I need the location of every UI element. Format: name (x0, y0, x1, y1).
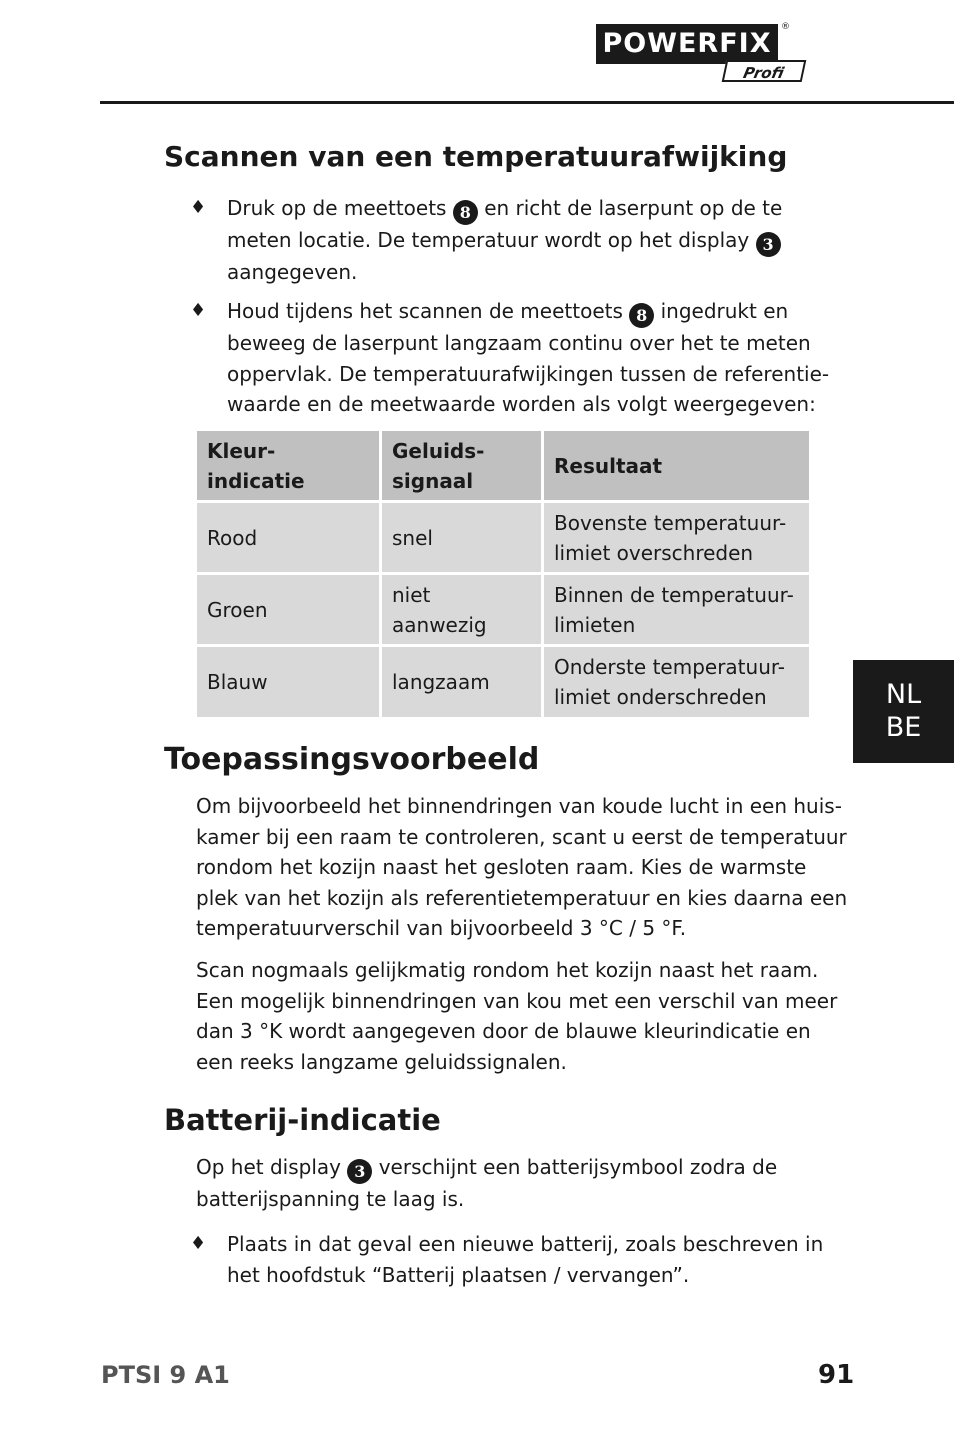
text: en richt de laserpunt op de te (484, 196, 783, 220)
result-line: Bovenste temperatuur- (554, 510, 787, 535)
result-table (197, 431, 809, 717)
ref-badge-8: 8 (453, 200, 478, 225)
scan-bullet-1 (227, 193, 782, 288)
ref-badge-8: 8 (629, 303, 654, 328)
brand-logo (596, 24, 810, 86)
cell-color: Blauw (197, 647, 382, 717)
cell-color: Groen (197, 575, 382, 647)
example-paragraph-1 (196, 791, 847, 944)
page-number: 91 (818, 1360, 855, 1390)
result-line: Onderste temperatuur- (554, 655, 786, 679)
cell-signal: snel (382, 503, 544, 575)
ref-badge-3: 3 (347, 1159, 372, 1184)
battery-bullet (227, 1229, 823, 1290)
table-header-row (197, 431, 809, 503)
text: rondom het kozijn naast het gesloten raam. Kies de warmste (196, 855, 807, 879)
table-row (197, 647, 809, 717)
header-rule (100, 101, 954, 104)
language-code: NL (885, 679, 922, 710)
result-line: limiet overschreden (554, 540, 754, 565)
text: verschijnt een batterijsymbool zodra de (378, 1155, 778, 1179)
table-row (197, 575, 809, 647)
cell-result (544, 575, 809, 647)
cell-result (544, 503, 809, 575)
result-line: limieten (554, 612, 636, 637)
header-line: signaal (392, 468, 474, 493)
text: kamer bij een raam te controleren, scant u eerst de temperatuur (196, 824, 847, 849)
language-tab (853, 660, 954, 763)
section-title-example: Toepassingsvoorbeeld (164, 742, 540, 777)
text: dan 3 °K wordt aangegeven door de blauwe kleurindicatie en (196, 1019, 811, 1043)
cell-signal: niet aanwezig (382, 575, 544, 647)
footer-model: PTSI 9 A1 (101, 1361, 230, 1389)
country-code: BE (885, 712, 922, 743)
text: Op het display (196, 1155, 341, 1179)
brand-name: POWERFIX (596, 24, 778, 64)
text: beweeg de laserpunt langzaam continu over het te meten (227, 331, 811, 355)
cell-result (544, 647, 809, 717)
text: Druk op de meettoets (227, 196, 447, 220)
text: meten locatie. De temperatuur wordt op het display (227, 228, 750, 252)
text: batterijspanning te laag is. (196, 1187, 465, 1211)
header-line: Kleur- (207, 438, 276, 463)
result-line: limiet onderschreden (554, 685, 767, 709)
text: aangegeven. (227, 260, 358, 284)
header-line: indicatie (207, 468, 305, 493)
header-color (197, 431, 382, 503)
text: een reeks langzame geluidssignalen. (196, 1049, 567, 1074)
header-signal (382, 431, 544, 503)
text: Houd tijdens het scannen de meettoets (227, 299, 623, 323)
brand-sub: Profi (722, 60, 807, 82)
example-paragraph-2 (196, 955, 837, 1077)
text: Scan nogmaals gelijkmatig rondom het kozijn naast het raam. (196, 958, 819, 982)
text: waarde en de meetwaarde worden als volgt weergegeven: (227, 392, 816, 416)
cell-color: Rood (197, 503, 382, 575)
text: Plaats in dat geval een nieuwe batterij, zoals beschreven in (227, 1232, 824, 1256)
bullet-icon: ♦ (190, 1233, 207, 1254)
table-row (197, 503, 809, 575)
bullet-icon: ♦ (190, 300, 207, 321)
section-title-battery: Batterij-indicatie (164, 1103, 441, 1137)
header-result: Resultaat (544, 431, 809, 503)
scan-bullet-2 (227, 296, 829, 420)
text: oppervlak. De temperatuurafwijkingen tussen de referentie- (227, 361, 830, 386)
battery-paragraph (196, 1152, 777, 1215)
text: Om bijvoorbeeld het binnendringen van koude lucht in een huis- (196, 794, 842, 818)
cell-signal: langzaam (382, 647, 544, 717)
registered-mark: ® (781, 22, 790, 32)
text: Een mogelijk binnendringen van kou met een verschil van meer (196, 988, 838, 1013)
section-title-scan: Scannen van een temperatuurafwijking (164, 140, 788, 173)
result-line: Binnen de temperatuur- (554, 582, 794, 607)
text: temperatuurverschil van bijvoorbeeld 3 °C / 5 °F. (196, 916, 687, 940)
header-line: Geluids- (392, 438, 485, 463)
text: plek van het kozijn als referentietemperatuur en kies daarna een (196, 885, 848, 910)
bullet-icon: ♦ (190, 197, 207, 218)
ref-badge-3: 3 (756, 232, 781, 257)
text: het hoofdstuk “Batterij plaatsen / vervangen”. (227, 1262, 690, 1287)
text: ingedrukt en (660, 299, 789, 323)
